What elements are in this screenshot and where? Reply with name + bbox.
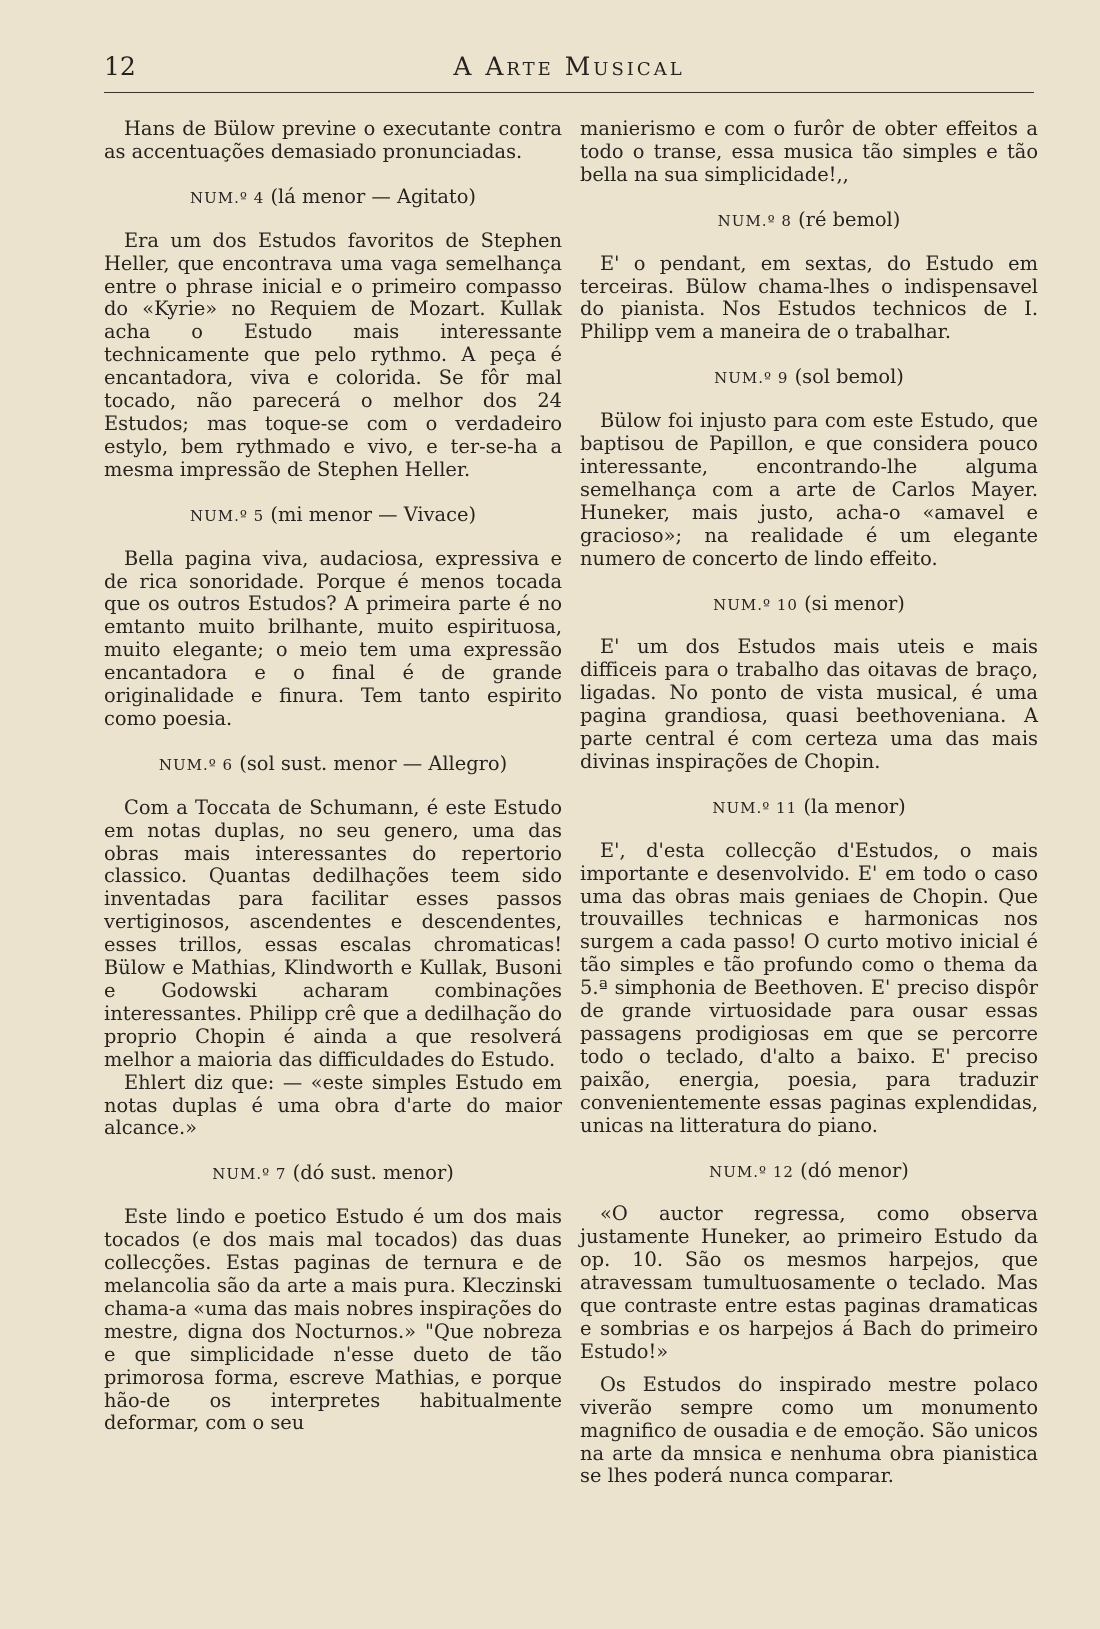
section-heading-8 [580,209,1038,233]
heading-key: (si menor) [804,591,905,615]
heading-number: NUM.º 6 [158,755,234,774]
right-column [580,118,1038,1488]
heading-key: (sol sust. menor — Allegro) [239,751,508,775]
page-header [104,52,1034,86]
running-title: A Arte Musical [453,52,685,81]
paragraph-study-8: E' o pendant, em sextas, do Estudo em terceiras. Bülow chama-lhes o indispensavel do pianista. Nos Estudos technicos de I. Philipp vem a maneira de o trabalhar. [580,251,1038,344]
paragraph-study-6-quote: Ehlert diz que: — «este simples Estudo em notas duplas é uma obra d'arte do maior alcance.» [104,1070,562,1140]
paragraph-continuation: manierismo e com o furôr de obter effeitos a todo o transe, essa musica tão simples e tão bella na sua simplicidade!,, [580,117,1038,186]
heading-key: (dó sust. menor) [292,1161,454,1185]
section-heading-11 [580,796,1038,820]
heading-key: (dó menor) [800,1158,909,1182]
heading-key: (mi menor — Vivace) [270,502,477,526]
paragraph-study-11: E', d'esta collecção d'Estudos, o mais importante e desenvolvido. E' em todo o caso uma das obras mais geniaes de Chopin. Que trouvailles technicas e harmonicas nos surgem a cada passo! O curto motivo inicial é tão simples e tão profundo como o thema da 5.ª simphonia de Beethoven. E' preciso dispôr de grande virtuosidade para ousar essas passagens prodigiosas em que se percorre todo o teclado, d'alto a baixo. E' preciso paixão, energia, poesia, para traduzir convenientemente essas paginas explendidas, unicas na litteratura do piano. [580,838,1038,1137]
paragraph-study-10: E' um dos Estudos mais uteis e mais difficeis para o trabalho das oitavas de braço, ligadas. No ponto de vista musical, é uma pagina grandiosa, quasi beethoveniana. A parte central é com certeza uma das mais divinas inspirações de Chopin. [580,635,1038,773]
paragraph-study-4: Era um dos Estudos favoritos de Stephen Heller, que encontrava uma vaga semelhança entre o phrase inicial e o primeiro compasso do «Kyrie» no Requiem de Mozart. Kullak acha o Estudo mais interessante technicamente que pelo rythmo. A peça é encantadora, viva e colorida. Se fôr mal tocado, não parecerá o melhor dos 24 Estudos; mas toque-se com o verdadeiro estylo, bem rythmado e vivo, e ter-se-ha a mesma impressão de Stephen Heller. [104,228,562,481]
heading-number: NUM.º 5 [189,506,265,525]
paragraph-study-9: Bülow foi injusto para com este Estudo, que baptisou de Papillon, e que considera pouco interessante, encontrando-lhe alguma semelhança com a arte de Carlos Mayer. Huneker, mais justo, acha-o «amavel e gracioso»; na realidade é um elegante numero de concerto de lindo effeito. [580,409,1038,570]
section-heading-12 [580,1160,1038,1184]
section-heading-9 [580,366,1038,390]
header-rule [104,92,1034,93]
heading-number: NUM.º 8 [717,211,792,230]
paragraph-intro: Hans de Bülow previne o executante contra as accentuações demasiado pronunciadas. [104,117,562,163]
section-heading-5 [104,504,562,528]
heading-key: (la menor) [803,794,906,818]
heading-number: NUM.º 9 [714,369,789,388]
heading-number: NUM.º 11 [712,798,798,817]
left-column [104,118,562,1435]
heading-number: NUM.º 12 [709,1162,794,1181]
paragraph-study-7: Este lindo e poetico Estudo é um dos mais tocados (e dos mais mal tocados) das duas collecções. Estas paginas de ternura e de melancolia são da arte a mais pura. Kleczinski chama-a «uma das mais nobres inspirações do mestre, digna dos Nocturnos.» "Que nobreza e que simplicidade n'esse dueto de tão primorosa forma, escreve Mathias, e porque hão-de os interpretes habitualmente deformar, com o seu [104,1205,562,1435]
paragraph-study-12: «O auctor regressa, como observa justamente Huneker, ao primeiro Estudo da op. 10. São os mesmos harpejos, que atravessam tumultuosamente o teclado. Mas que contraste entre estas paginas dramaticas e sombrias e os harpejos á Bach do primeiro Estudo!» [580,1202,1038,1363]
section-heading-7 [104,1162,562,1186]
heading-number: NUM.º 7 [212,1165,287,1184]
heading-number: NUM.º 4 [190,188,265,207]
section-heading-6 [104,753,562,777]
paragraph-conclusion: Os Estudos do inspirado mestre polaco viverão sempre como um monumento magnifico de ousadia e de emoção. São unicos na arte da mnsica e nenhuma obra pianistica se lhes poderá nunca comparar. [580,1372,1038,1488]
heading-number: NUM.º 10 [713,595,798,614]
paragraph-study-5: Bella pagina viva, audaciosa, expressiva e de rica sonoridade. Porque é menos tocada que os outros Estudos? A primeira parte é no emtanto muito brilhante, muito espirituosa, muito elegante; o meio tem uma expressão encantadora e o final é de grande originalidade e finura. Tem tanto espirito como poesia. [104,546,562,730]
section-heading-10 [580,593,1038,617]
page-number: 12 [104,52,136,81]
heading-key: (sol bemol) [794,365,904,389]
heading-key: (ré bemol) [798,207,901,231]
paragraph-study-6: Com a Toccata de Schumann, é este Estudo em notas duplas, no seu genero, uma das obras mais interessantes do repertorio classico. Quantas dedilhações teem sido inventadas para facilitar esses passos vertiginosos, ascendentes e descendentes, esses trillos, essas escalas chromaticas! Bülow e Mathias, Klindworth e Kullak, Busoni e Godowski acharam combinações interessantes. Philipp crê que a dedilhação do proprio Chopin é ainda a que resolverá melhor a maioria das difficuldades do Estudo. [104,795,562,1071]
heading-key: (lá menor — Agitato) [270,184,476,208]
section-heading-4 [104,186,562,210]
